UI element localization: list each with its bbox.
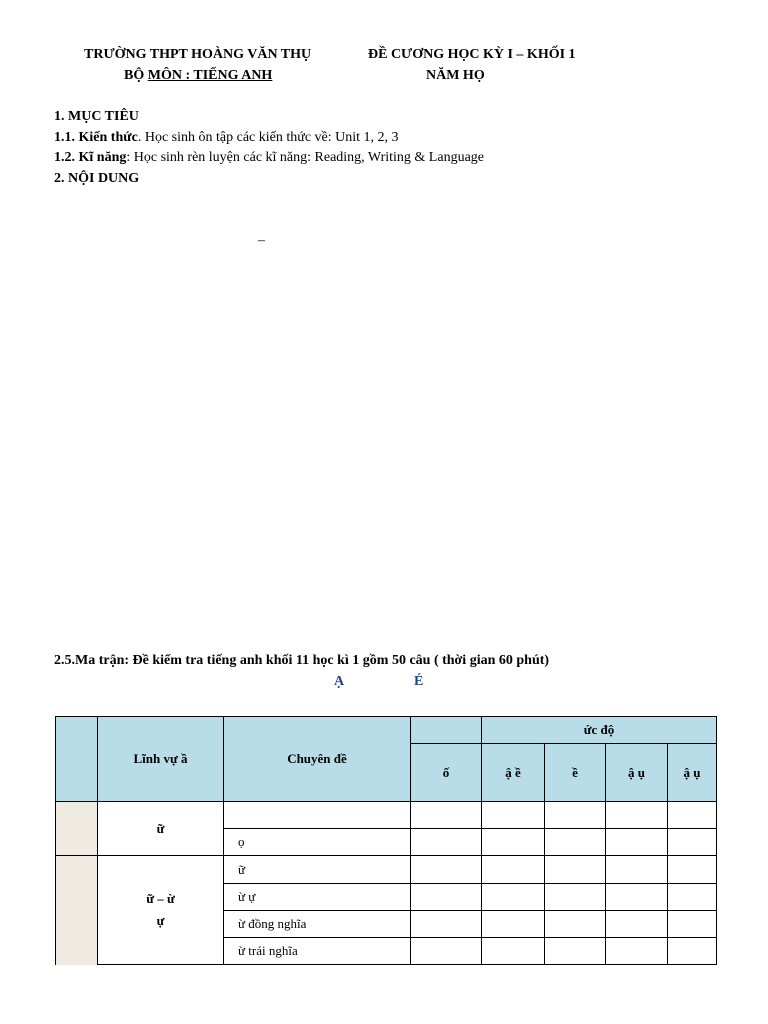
group2-label-line1: ữ – ừ — [146, 891, 175, 906]
cell — [545, 802, 606, 829]
cell — [668, 856, 717, 884]
table-row — [56, 856, 717, 884]
group1-label: ữ — [98, 802, 224, 856]
group2-topic-4: ừ trái nghĩa — [224, 938, 411, 965]
header-chuyen-de: Chuyên đề — [224, 717, 411, 802]
cell — [668, 829, 717, 856]
header-sub-4: ậ ụ — [606, 744, 668, 802]
objective-knowledge — [54, 130, 399, 146]
subject-prefix: BỘ — [124, 68, 148, 83]
header-sub-2: ậ ề — [482, 744, 545, 802]
cell — [411, 802, 482, 829]
cell — [545, 829, 606, 856]
cell — [482, 938, 545, 965]
group2-topic-2: ừ ự — [224, 884, 411, 911]
knowledge-text: . Học sinh ôn tập các kiến thức về: Unit 1, 2, 3 — [137, 130, 399, 145]
group2-topic-3: ừ đồng nghĩa — [224, 911, 411, 938]
header-muc-do: ức độ — [482, 717, 717, 744]
group2-label-line2: ự — [156, 913, 165, 928]
knowledge-label: 1.1. Kiến thức — [54, 130, 138, 145]
school-year: NĂM HỌ — [426, 68, 485, 83]
group1-side — [56, 802, 98, 856]
cell — [606, 938, 668, 965]
section2-title: 2. NỘI DUNG — [54, 171, 140, 186]
cell — [668, 802, 717, 829]
cell — [606, 884, 668, 911]
cell — [606, 911, 668, 938]
cell — [411, 829, 482, 856]
cell — [482, 856, 545, 884]
cell — [606, 829, 668, 856]
header-empty-top — [411, 717, 482, 744]
header-blank — [56, 717, 98, 802]
subject-name: MÔN : TIẾNG ANH — [147, 68, 273, 83]
group2-topic-1: ữ — [224, 856, 411, 884]
skills-text: : Học sinh rèn luyện các kĩ năng: Reading, Writing & Language — [126, 150, 484, 165]
exam-matrix-table — [55, 716, 717, 965]
objective-skills — [54, 150, 484, 166]
cell — [482, 911, 545, 938]
subject-line — [124, 68, 272, 84]
group1-topic-1 — [224, 802, 411, 829]
skills-label: 1.2. Kĩ năng — [54, 150, 127, 165]
cell — [545, 856, 606, 884]
document-title: ĐỀ CƯƠNG HỌC KỲ I – KHỐI 1 — [368, 47, 576, 62]
section1-title: 1. MỤC TIÊU — [54, 109, 139, 124]
header-sub-3: ề — [545, 744, 606, 802]
cell — [411, 938, 482, 965]
cell — [545, 911, 606, 938]
group2-label — [98, 856, 224, 965]
cell — [668, 938, 717, 965]
group2-side — [56, 856, 98, 965]
matrix-title: 2.5.Ma trận: Đề kiểm tra tiếng anh khối 11 học kì 1 gồm 50 câu ( thời gian 60 phút) — [54, 653, 550, 668]
cell — [482, 829, 545, 856]
cell — [668, 911, 717, 938]
group1-topic-2: ọ — [224, 829, 411, 856]
matrix-subtitle-a: Ạ — [334, 674, 345, 689]
cell — [411, 856, 482, 884]
cell — [606, 802, 668, 829]
header-sub-1: ố — [411, 744, 482, 802]
matrix-subtitle-b: É — [414, 674, 424, 689]
cell — [482, 884, 545, 911]
header-linh-vuc: Lĩnh vự ầ — [98, 717, 224, 802]
stray-dash: – — [258, 233, 265, 248]
cell — [545, 884, 606, 911]
cell — [482, 802, 545, 829]
cell — [411, 884, 482, 911]
table-row — [56, 802, 717, 829]
cell — [606, 856, 668, 884]
school-name: TRƯỜNG THPT HOÀNG VĂN THỤ — [84, 47, 312, 62]
cell — [545, 938, 606, 965]
header-sub-5: ậ ụ — [668, 744, 717, 802]
cell — [668, 884, 717, 911]
cell — [411, 911, 482, 938]
